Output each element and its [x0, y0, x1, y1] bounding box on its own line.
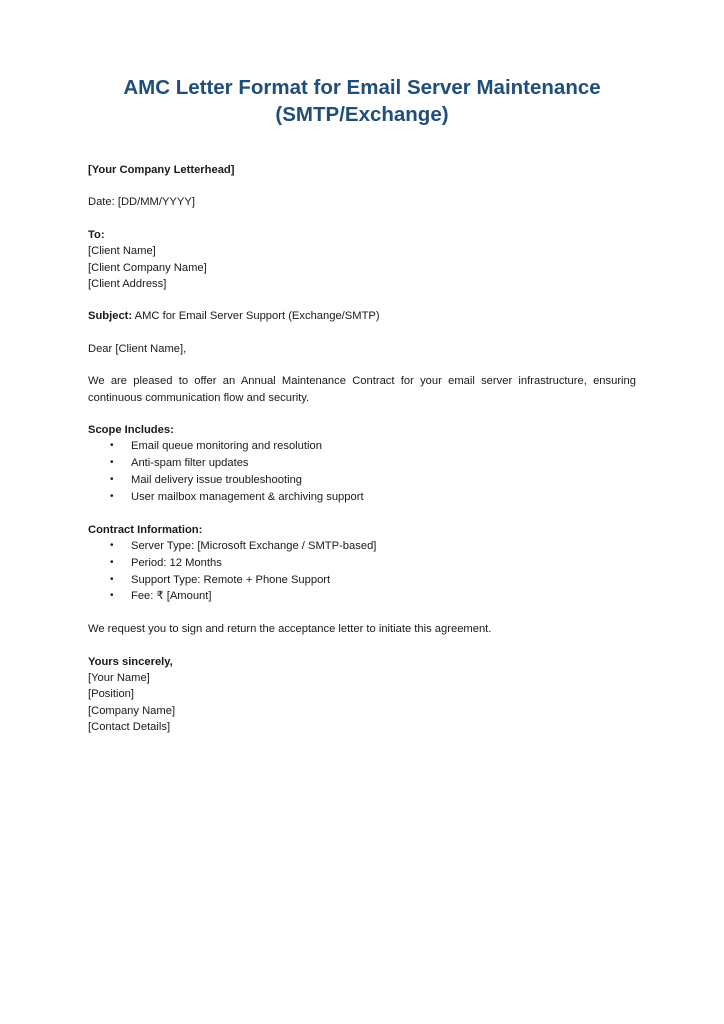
intro-paragraph: We are pleased to offer an Annual Maintenance Contract for your email server infrastructure, ensuring continuous communication flow and security.	[88, 375, 636, 404]
bullet-icon: •	[110, 573, 114, 585]
recipient-address: [Client Address]	[88, 278, 167, 291]
list-item: • Server Type: [Microsoft Exchange / SMTP-based]	[88, 538, 636, 555]
sender-contact: [Contact Details]	[88, 721, 171, 734]
contract-heading: Contract Information:	[88, 523, 203, 536]
bullet-icon: •	[110, 440, 114, 452]
title-line-2: (SMTP/Exchange)	[275, 103, 449, 126]
recipient-company-name: [Client Company Name]	[88, 261, 207, 274]
list-item: • Period: 12 Months	[88, 555, 636, 572]
request-paragraph: We request you to sign and return the acceptance letter to initiate this agreement.	[88, 623, 492, 636]
closing-label: Yours sincerely,	[88, 655, 173, 668]
bullet-icon: •	[110, 556, 114, 568]
bullet-icon: •	[110, 490, 114, 502]
recipient-label: To:	[88, 228, 105, 241]
recipient-block	[88, 227, 636, 293]
list-item: • Fee: ₹ [Amount]	[88, 588, 636, 605]
list-item: • Mail delivery issue troubleshooting	[88, 472, 636, 489]
scope-list	[88, 438, 636, 505]
letter-body	[88, 162, 636, 736]
title-line-1: AMC Letter Format for Email Server Maintenance	[123, 76, 601, 99]
closing-block	[88, 654, 636, 736]
subject-line	[88, 308, 636, 324]
list-item: • Anti-spam filter updates	[88, 455, 636, 472]
scope-heading: Scope Includes:	[88, 424, 174, 437]
scope-section	[88, 422, 636, 506]
letterhead-placeholder: [Your Company Letterhead]	[88, 164, 235, 176]
bullet-icon: •	[110, 590, 114, 602]
date-line: Date: [DD/MM/YYYY]	[88, 196, 195, 209]
document-title	[60, 74, 664, 128]
sender-name: [Your Name]	[88, 672, 150, 685]
subject-label: Subject:	[88, 310, 133, 323]
salutation: Dear [Client Name],	[88, 342, 187, 355]
sender-position: [Position]	[88, 688, 135, 701]
bullet-icon: •	[110, 540, 114, 552]
sender-company: [Company Name]	[88, 704, 176, 717]
contract-list	[88, 538, 636, 605]
list-item: • User mailbox management & archiving support	[88, 489, 636, 506]
list-item: • Email queue monitoring and resolution	[88, 438, 636, 455]
recipient-client-name: [Client Name]	[88, 245, 156, 258]
contract-section	[88, 522, 636, 606]
bullet-icon: •	[110, 457, 114, 469]
bullet-icon: •	[110, 474, 114, 486]
subject-text: AMC for Email Server Support (Exchange/SMTP)	[132, 310, 380, 323]
list-item: • Support Type: Remote + Phone Support	[88, 572, 636, 589]
